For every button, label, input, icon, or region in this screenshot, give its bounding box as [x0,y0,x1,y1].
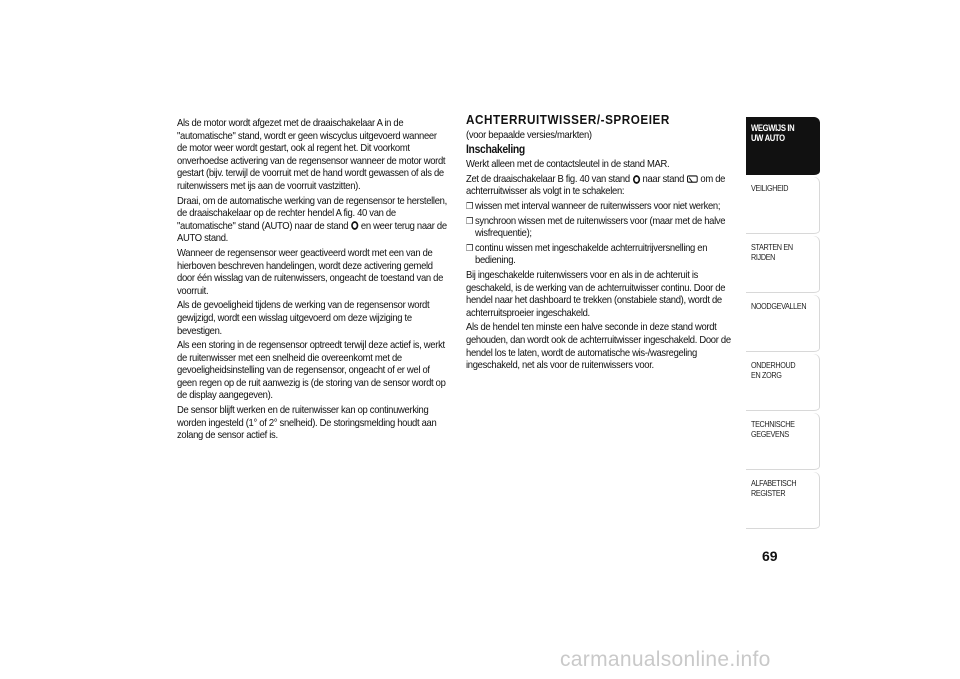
paragraph-restore [177,195,447,245]
nav-tab-label: WEGWIJS IN UW AUTO [751,123,795,143]
watermark: carmanualsonline.info [560,648,771,671]
section-subtitle: (voor bepaalde versies/markten) [466,129,592,141]
left-column [177,117,447,444]
list-item [466,200,736,213]
paragraph: Werkt alleen met de contactsleutel in de stand MAR. [466,158,670,171]
paragraph: Als de gevoeligheid tijdens de werking van de regensensor wordt gewijzigd, wordt een wisslag uitgevoerd om deze wijziging te bevestigen. [177,299,430,337]
nav-tab-onderhoud[interactable] [746,354,820,413]
paragraph: Als de motor wordt afgezet met de draaischakelaar A in de "automatische" stand, wordt er geen wiscyclus uitgevoerd wanneer de motor weer wordt gestart, ook al regent het. Dit voorkomt onverhoedse activering van de regensensor wanneer de motor wordt gestart (bijv. terwijl de voorruit met de hand wordt gewassen of als de ruitenwissers met ijs aan de voorruit vastzitten). [177,117,446,192]
nav-tab-label: VEILIGHEID [751,183,789,193]
nav-tab-label: NOODGEVALLEN [751,301,807,311]
o-ring-icon [350,221,358,230]
nav-tab-veiligheid[interactable] [746,177,820,236]
paragraph: Bij ingeschakelde ruitenwissers voor en als in de achteruit is geschakeld, is de werking van de achterruitwisser continu. Door de hendel naar het dashboard te trekken (onstabiele stand), wordt de achterruitsproeier ingeschakeld. [466,268,726,319]
nav-tab-technische[interactable] [746,413,820,472]
paragraph-restore-text: Draai, om de automatische werking van de regensensor te herstellen, de draaischakelaar op de rechter hendel A fig. 40 van de "automatische" stand (AUTO) naar de stand [177,194,447,232]
paragraph-restore-tail: en weer terug naar de AUTO stand. [177,219,447,245]
right-column [466,113,736,374]
nav-tab-starten[interactable] [746,236,820,295]
subsection-heading: Inschakeling [466,143,525,156]
checkbox-bullet-icon: ❒ [466,200,473,211]
list-item [466,242,736,267]
checkbox-bullet-icon: ❒ [466,242,473,253]
paragraph: Als een storing in de regensensor optreedt terwijl deze actief is, werkt de ruitenwisser met een snelheid die overeenkomt met de gevoeligheidsinstelling van de regensensor, ongeacht of er wel of geen regen op de ruit aanwezig is (de storing van de sensor wordt op de display aangegeven). [177,339,446,402]
page-number: 69 [762,548,778,564]
nav-tab-label: TECHNISCHE GEGEVENS [751,419,795,439]
nav-tab-label: ONDERHOUD EN ZORG [751,360,796,380]
nav-tab-register[interactable] [746,472,820,531]
nav-tab-wegwijs[interactable] [746,117,820,177]
list-item [466,215,736,240]
switch-text-c: om de achterruitwisser als volgt in te schakelen: [466,172,726,198]
list-item-text: wissen met interval wanneer de ruitenwissers voor niet werken; [475,199,721,212]
o-ring-icon [632,175,640,184]
paragraph: Wanneer de regensensor weer geactiveerd wordt met een van de hierboven beschreven handelingen, wordt deze activering gemeld door één wisslag van de ruitenwissers, ongeacht de toestand van de voorruit. [177,246,444,297]
switch-text-b: naar stand [642,172,685,185]
nav-tab-noodgevallen[interactable] [746,295,820,354]
checkbox-bullet-icon: ❒ [466,215,473,226]
chapter-nav [746,117,820,531]
nav-tab-label: STARTEN EN RIJDEN [751,242,793,262]
nav-tab-label: ALFABETISCH REGISTER [751,478,797,498]
list-item-text: continu wissen met ingeschakelde achterruitrijversnelling en bediening. [475,241,708,267]
section-title: ACHTERRUITWISSER/-SPROEIER [466,112,670,127]
paragraph: De sensor blijft werken en de ruitenwisser kan op continuwerking worden ingesteld (1° of 2° snelheid). De storingsmelding houdt aan zolang de sensor actief is. [177,404,437,442]
switch-text-a: Zet de draaischakelaar B fig. 40 van stand [466,172,630,185]
paragraph: Als de hendel ten minste een halve seconde in deze stand wordt gehouden, dan wordt ook de achterruitwisser ingeschakeld. Door de hendel los te laten, wordt de automatische wis-/wasregeling ingeschakeld, net als voor de ruitenwissers voor. [466,321,731,372]
rear-wiper-icon [686,175,698,184]
list-item-text: synchroon wissen met de ruitenwissers voor (maar met de halve wisfrequentie); [475,214,726,240]
paragraph-switch [466,173,736,198]
